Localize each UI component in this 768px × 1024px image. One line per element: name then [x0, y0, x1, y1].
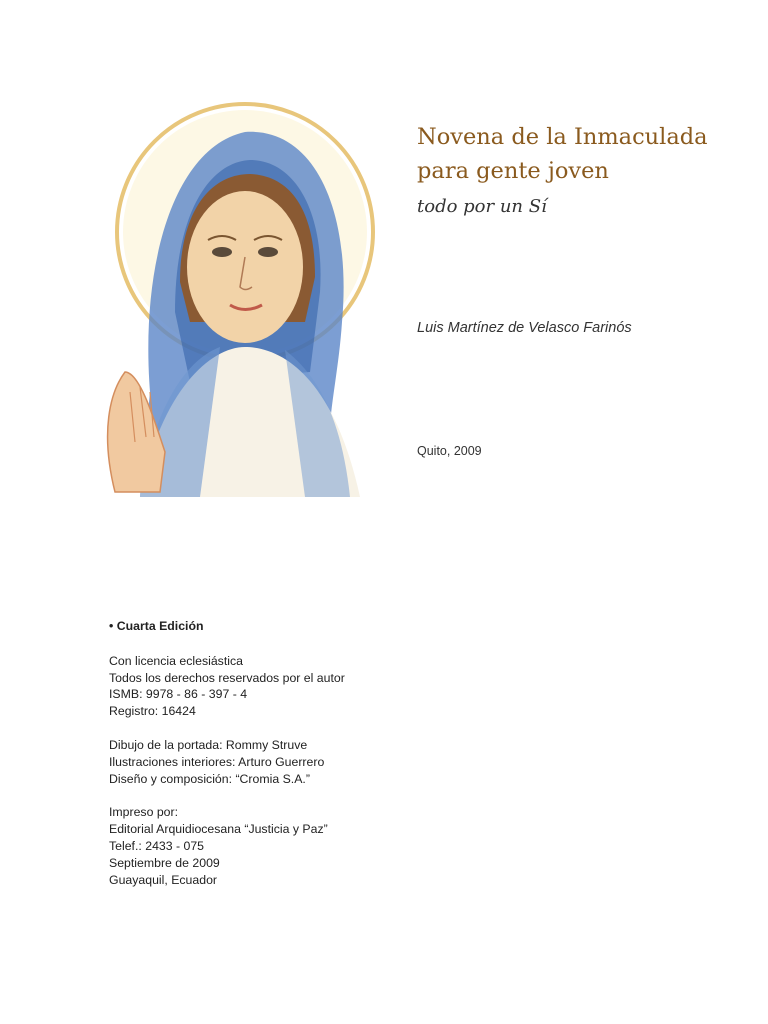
illustrations-line: Ilustraciones interiores: Arturo Guerrero [109, 754, 325, 769]
rights-line: Todos los derechos reservados por el autor [109, 670, 345, 685]
title-block [417, 120, 708, 217]
design-line: Diseño y composición: “Cromia S.A.” [109, 771, 310, 786]
place-date: Quito, 2009 [417, 444, 482, 458]
isbn-line: ISMB: 9978 - 86 - 397 - 4 [109, 687, 248, 702]
print-date-line: Septiembre de 2009 [109, 855, 220, 870]
title-line-2: para gente joven [417, 158, 609, 184]
edition-label: • Cuarta Edición [109, 619, 204, 633]
publisher-line: Editorial Arquidiocesana “Justicia y Paz” [109, 822, 328, 837]
author-name: Luis Martínez de Velasco Farinós [417, 320, 632, 336]
book-title [417, 120, 708, 188]
design-group [109, 737, 345, 787]
license-group [109, 653, 345, 720]
printed-by-line: Impreso por: [109, 805, 179, 820]
virgin-mary-illustration [80, 92, 375, 497]
registry-line: Registro: 16424 [109, 704, 196, 719]
license-line: Con licencia eclesiástica [109, 653, 243, 668]
credits-block [109, 618, 345, 905]
book-subtitle: todo por un Sí [417, 196, 547, 217]
print-location-line: Guayaquil, Ecuador [109, 872, 218, 887]
cover-art-line: Dibujo de la portada: Rommy Struve [109, 737, 308, 752]
printing-group [109, 804, 345, 888]
phone-line: Telef.: 2433 - 075 [109, 838, 205, 853]
title-line-1: Novena de la Inmaculada [417, 124, 708, 150]
